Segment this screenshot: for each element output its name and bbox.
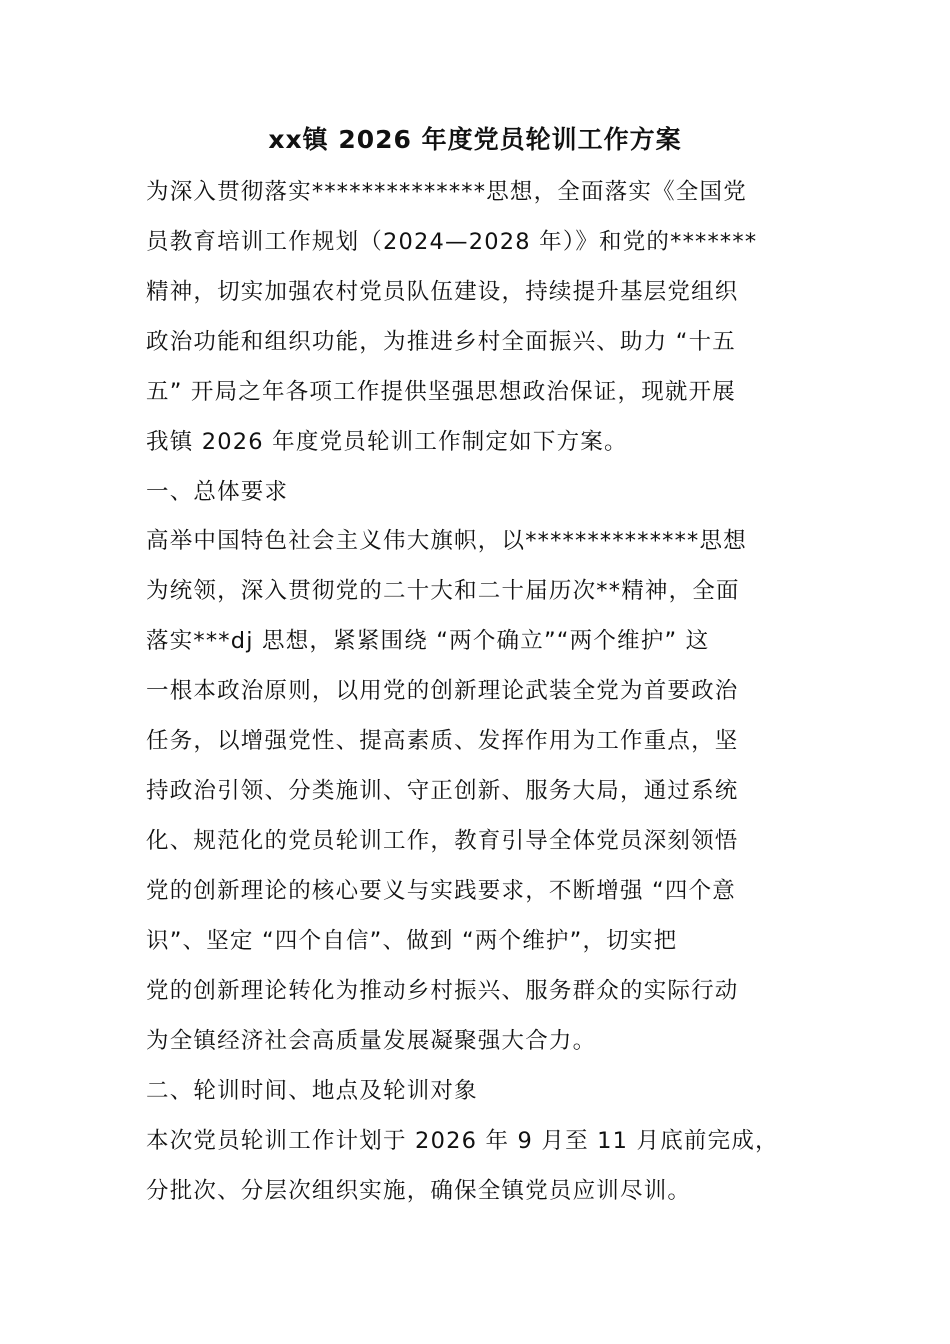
paragraph-line: 党的创新理论转化为推动乡村振兴、服务群众的实际行动 [146, 978, 739, 1004]
paragraph-line: 精神，切实加强农村党员队伍建设，持续提升基层党组织 [146, 279, 739, 305]
paragraph-line: 持政治引领、分类施训、守正创新、服务大局，通过系统 [146, 778, 739, 804]
paragraph-line: 为统领，深入贯彻党的二十大和二十届历次**精神，全面 [146, 578, 740, 604]
paragraph-line: 本次党员轮训工作计划于 2026 年 9 月至 11 月底前完成， [146, 1128, 779, 1154]
paragraph-line: 五” 开局之年各项工作提供坚强思想政治保证，现就开展 [146, 379, 737, 405]
paragraph-line: 党的创新理论的核心要义与实践要求，不断增强 “四个意 [146, 878, 737, 904]
paragraph-line: 一根本政治原则，以用党的创新理论武装全党为首要政治 [146, 678, 739, 704]
paragraph-line: 分批次、分层次组织实施，确保全镇党员应训尽训。 [146, 1178, 692, 1204]
paragraph-line: 识”、坚定 “四个自信”、做到 “两个维护”，切实把 [146, 928, 678, 954]
document-title: xx镇 2026 年度党员轮训工作方案 [268, 125, 682, 154]
paragraph-line: 任务，以增强党性、提高素质、发挥作用为工作重点，坚 [146, 728, 739, 754]
paragraph-line: 落实***dj 思想，紧紧围绕 “两个确立”“两个维护” 这 [146, 628, 710, 654]
paragraph-line: 为深入贯彻落实**************思想，全面落实《全国党 [146, 179, 747, 205]
paragraph-line: 政治功能和组织功能，为推进乡村全面振兴、助力 “十五 [146, 329, 737, 355]
paragraph-line: 为全镇经济社会高质量发展凝聚强大合力。 [146, 1028, 597, 1054]
section-heading: 一、总体要求 [146, 479, 289, 505]
paragraph-line: 化、规范化的党员轮训工作，教育引导全体党员深刻领悟 [146, 828, 739, 854]
paragraph-line: 我镇 2026 年度党员轮训工作制定如下方案。 [146, 429, 628, 455]
paragraph-line: 员教育培训工作规划（2024—2028 年）》和党的******* [146, 229, 758, 255]
section-heading: 二、轮训时间、地点及轮训对象 [146, 1078, 478, 1104]
paragraph-line: 高举中国特色社会主义伟大旗帜，以**************思想 [146, 528, 747, 554]
